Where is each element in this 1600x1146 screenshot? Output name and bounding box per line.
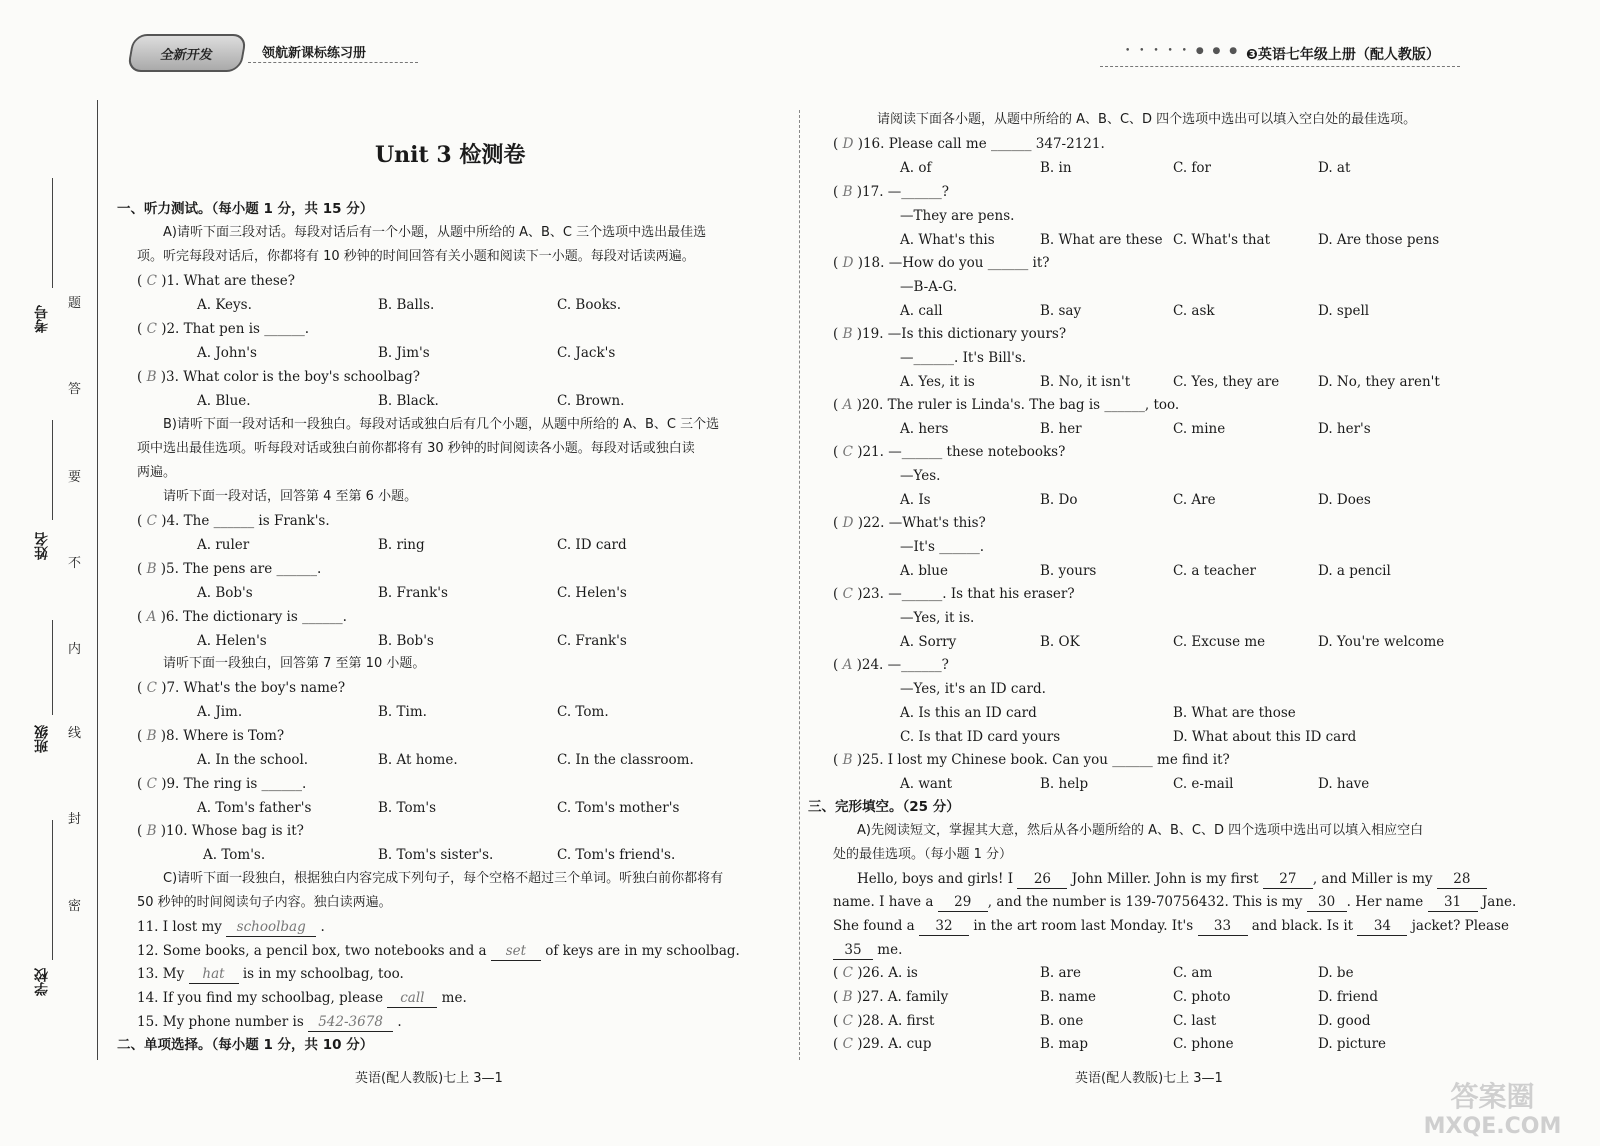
q1-option-b: B. Balls. <box>378 297 435 313</box>
q29-option-c: C. phone <box>1173 1036 1234 1052</box>
question-5: ( B )5. The pens are ______. <box>137 561 322 577</box>
seal-char: 封 <box>68 812 82 827</box>
q8-option-a: A. In the school. <box>197 752 309 768</box>
question-22: ( D )22. —What's this? <box>833 515 986 531</box>
q26-option-c: C. am <box>1173 965 1213 981</box>
q25-option-a: A. want <box>900 776 953 792</box>
question-27: ( B )27. A. family <box>833 989 949 1005</box>
q9-option-a: A. Tom's father's <box>197 800 312 816</box>
part-b-instructions: B)请听下面一段对话和一段独白。每段对话或独白后有几个小题，从题中所给的 A、B、C 三个选 <box>163 417 720 432</box>
q23-option-c: C. Excuse me <box>1173 634 1266 650</box>
question-28: ( C )28. A. first <box>833 1013 935 1029</box>
q7-option-b: B. Tim. <box>378 704 427 720</box>
class-field[interactable] <box>52 620 53 715</box>
question-16: ( D )16. Please call me ______ 347-2121. <box>833 136 1105 152</box>
seal-char: 不 <box>68 556 82 571</box>
q28-option-c: C. last <box>1173 1013 1217 1029</box>
series-logo: 全新开发 <box>127 34 248 72</box>
q8-option-b: B. At home. <box>378 752 458 768</box>
cloze-blank[interactable]: 32 <box>919 917 969 936</box>
fill-13: 13. My hat is in my schoolbag, too. <box>137 966 404 982</box>
school-label: 学校 <box>34 968 50 996</box>
q24-option-a: A. Is this an ID card <box>900 705 1037 721</box>
q6-option-a: A. Helen's <box>197 633 267 649</box>
q1-option-c: C. Books. <box>557 297 622 313</box>
seal-char: 线 <box>68 726 82 741</box>
q7-option-a: A. Jim. <box>197 704 243 720</box>
q26-option-d: D. be <box>1318 965 1354 981</box>
q2-option-c: C. Jack's <box>557 345 616 361</box>
question-1: ( C )1. What are these? <box>137 273 296 289</box>
cloze-blank[interactable]: 34 <box>1357 917 1407 936</box>
dialog-intro: 请听下面一段对话，回答第 4 至第 6 小题。 <box>163 489 418 504</box>
cloze-blank[interactable]: 35 <box>833 941 873 960</box>
question-25: ( B )25. I lost my Chinese book. Can you ______ me find it? <box>833 752 1230 768</box>
cloze-blank[interactable]: 29 <box>938 893 988 912</box>
question-21: ( C )21. —______ these notebooks? <box>833 444 1066 460</box>
question-3: ( B )3. What color is the boy's schoolbag? <box>137 369 421 385</box>
series-name: 领航新课标练习册 <box>262 46 367 61</box>
question-29: ( C )29. A. cup <box>833 1036 932 1052</box>
q17-reply: —They are pens. <box>900 208 1015 224</box>
q19-option-b: B. No, it isn't <box>1040 374 1131 390</box>
q22-option-b: B. yours <box>1040 563 1097 579</box>
q10-option-a: A. Tom's. <box>203 847 266 863</box>
seal-char: 答 <box>68 382 82 397</box>
q19-reply: —______. It's Bill's. <box>900 350 1027 366</box>
page-footer-right: 英语(配人教版)七上 3—1 <box>1075 1071 1223 1086</box>
q22-option-a: A. blue <box>900 563 948 579</box>
binding-line <box>97 100 98 1060</box>
q1-option-a: A. Keys. <box>197 297 252 313</box>
question-17: ( B )17. —______? <box>833 184 950 200</box>
q29-option-d: D. picture <box>1318 1036 1387 1052</box>
cloze-blank[interactable]: 27 <box>1263 870 1313 889</box>
q23-option-b: B. OK <box>1040 634 1080 650</box>
watermark-text: 答案圈 <box>1450 1080 1535 1113</box>
q19-option-c: C. Yes, they are <box>1173 374 1280 390</box>
page-title: Unit 3 检测卷 <box>375 142 526 168</box>
q3-option-b: B. Black. <box>378 393 439 409</box>
watermark-logo <box>1395 1082 1590 1142</box>
question-2: ( C )2. That pen is ______. <box>137 321 310 337</box>
q21-option-c: C. Are <box>1173 492 1216 508</box>
q19-option-d: D. No, they aren't <box>1318 374 1440 390</box>
question-4: ( C )4. The ______ is Frank's. <box>137 513 330 529</box>
q20-option-d: D. her's <box>1318 421 1371 437</box>
question-9: ( C )9. The ring is ______. <box>137 776 307 792</box>
q21-option-d: D. Does <box>1318 492 1371 508</box>
question-10: ( B )10. Whose bag is it? <box>137 823 304 839</box>
q18-option-b: B. say <box>1040 303 1082 319</box>
q4-option-c: C. ID card <box>557 537 627 553</box>
section-listening-heading: 一、听力测试。（每小题 1 分，共 15 分） <box>117 201 374 217</box>
cloze-passage-line-2: name. I have a 29 , and the number is 139-70756432. This is my 30 . Her name 31 Jane. <box>833 894 1517 910</box>
q24-reply: —Yes, it's an ID card. <box>900 681 1046 697</box>
name-field[interactable] <box>52 420 53 520</box>
part-c-instructions: C)请听下面一段独白，根据独白内容完成下列句子，每个空格不超过三个单词。听独白前你都将有 <box>163 871 724 886</box>
part-a-instructions-2: 项。听完每段对话后，你都将有 10 秒钟的时间回答有关小题和阅读下一小题。每段对话读两遍。 <box>137 249 695 264</box>
q5-option-a: A. Bob's <box>197 585 253 601</box>
q22-option-d: D. a pencil <box>1318 563 1391 579</box>
exam-no-label: 考号 <box>34 305 50 333</box>
q16-option-d: D. at <box>1318 160 1351 176</box>
q8-option-c: C. In the classroom. <box>557 752 694 768</box>
q6-option-b: B. Bob's <box>378 633 434 649</box>
q28-option-d: D. good <box>1318 1013 1371 1029</box>
q9-option-c: C. Tom's mother's <box>557 800 680 816</box>
q3-option-c: C. Brown. <box>557 393 625 409</box>
cloze-blank[interactable]: 31 <box>1428 893 1478 912</box>
q24-option-c: C. Is that ID card yours <box>900 729 1061 745</box>
q27-option-b: B. name <box>1040 989 1097 1005</box>
cloze-passage-line-1: Hello, boys and girls! I 26 John Miller. John is my first 27 , and Miller is my 28 <box>857 868 1487 890</box>
section-cloze-heading: 三、完形填空。（25 分） <box>808 799 960 815</box>
header-divider-right <box>1100 66 1460 67</box>
page-footer-left: 英语(配人教版)七上 3—1 <box>355 1071 503 1086</box>
q20-option-c: C. mine <box>1173 421 1226 437</box>
seal-char: 密 <box>68 899 82 914</box>
name-label: 姓名 <box>34 532 50 560</box>
q16-option-a: A. of <box>900 160 932 176</box>
q10-option-b: B. Tom's sister's. <box>378 847 494 863</box>
q18-reply: —B-A-G. <box>900 279 958 295</box>
question-23: ( C )23. —______. Is that his eraser? <box>833 586 1075 602</box>
q28-option-b: B. one <box>1040 1013 1084 1029</box>
cloze-passage-line-4: 35 me. <box>833 939 902 961</box>
cloze-blank[interactable]: 33 <box>1198 917 1248 936</box>
q18-option-a: A. call <box>900 303 943 319</box>
question-8: ( B )8. Where is Tom? <box>137 728 285 744</box>
q27-option-d: D. friend <box>1318 989 1379 1005</box>
q17-option-d: D. Are those pens <box>1318 232 1440 248</box>
q4-option-a: A. ruler <box>197 537 250 553</box>
fill-15: 15. My phone number is 542-3678 . <box>137 1014 402 1030</box>
q17-option-b: B. What are these <box>1040 232 1163 248</box>
question-20: ( A )20. The ruler is Linda's. The bag is ______, too. <box>833 397 1180 413</box>
q20-option-b: B. her <box>1040 421 1082 437</box>
fill-11: 11. I lost my schoolbag . <box>137 919 325 935</box>
fill-14-answer[interactable]: call <box>387 989 437 1008</box>
part-c-instructions-2: 50 秒钟的时间阅读句子内容。独白读两遍。 <box>137 895 392 910</box>
q2-option-a: A. John's <box>197 345 257 361</box>
single-choice-instructions: 请阅读下面各小题，从题中所给的 A、B、C、D 四个选项中选出可以填入空白处的最佳选项。 <box>877 112 1417 127</box>
column-divider <box>799 110 800 1060</box>
answer-1: C <box>146 273 157 289</box>
fill-13-answer[interactable]: hat <box>189 965 239 984</box>
q18-option-d: D. spell <box>1318 303 1370 319</box>
q5-option-c: C. Helen's <box>557 585 627 601</box>
question-26: ( C )26. A. is <box>833 965 918 981</box>
q16-option-c: C. for <box>1173 160 1212 176</box>
seal-char: 内 <box>68 642 82 657</box>
q4-option-b: B. ring <box>378 537 425 553</box>
book-title: ❸英语七年级上册（配人教版） <box>1246 47 1440 63</box>
school-field[interactable] <box>52 820 53 960</box>
q25-option-d: D. have <box>1318 776 1370 792</box>
question-7: ( C )7. What's the boy's name? <box>137 680 346 696</box>
watermark-url: MXQE.COM <box>1423 1114 1562 1139</box>
q17-option-c: C. What's that <box>1173 232 1270 248</box>
seal-char: 要 <box>68 470 82 485</box>
monologue-intro: 请听下面一段独白，回答第 7 至第 10 小题。 <box>163 656 426 671</box>
fill-15-answer[interactable]: 542-3678 <box>308 1013 393 1032</box>
q5-option-b: B. Frank's <box>378 585 448 601</box>
q25-option-b: B. help <box>1040 776 1089 792</box>
cloze-blank[interactable]: 28 <box>1437 870 1487 889</box>
q21-option-a: A. Is <box>900 492 931 508</box>
exam-no-field[interactable] <box>52 178 53 288</box>
q20-option-a: A. hers <box>900 421 949 437</box>
q16-option-b: B. in <box>1040 160 1072 176</box>
q23-option-d: D. You're welcome <box>1318 634 1445 650</box>
q23-option-a: A. Sorry <box>900 634 957 650</box>
part-a-instructions: A)请听下面三段对话。每段对话后有一个小题，从题中所给的 A、B、C 三个选项中选出最佳选 <box>163 225 707 240</box>
cloze-passage-line-3: She found a 32 in the art room last Monday. It's 33 and black. Is it 34 jacket? Please <box>833 918 1509 934</box>
q17-option-a: A. What's this <box>900 232 995 248</box>
cloze-blank[interactable]: 26 <box>1017 870 1067 889</box>
header-divider-left <box>248 62 418 63</box>
cloze-instructions: A)先阅读短文，掌握其大意，然后从各小题所给的 A、B、C、D 四个选项中选出可以填入相应空白 <box>857 823 1424 838</box>
q22-reply: —It's ______. <box>900 539 984 555</box>
question-19: ( B )19. —Is this dictionary yours? <box>833 326 1067 342</box>
part-b-instructions-3: 两遍。 <box>137 465 177 480</box>
fill-11-answer[interactable]: schoolbag <box>226 918 316 937</box>
q19-option-a: A. Yes, it is <box>900 374 975 390</box>
q22-option-c: C. a teacher <box>1173 563 1256 579</box>
fill-12-answer[interactable]: set <box>491 942 541 961</box>
q21-option-b: B. Do <box>1040 492 1078 508</box>
q21-reply: —Yes. <box>900 468 941 484</box>
seal-char: 题 <box>68 296 82 311</box>
q7-option-c: C. Tom. <box>557 704 609 720</box>
q25-option-c: C. e-mail <box>1173 776 1234 792</box>
fill-14: 14. If you find my schoolbag, please call me. <box>137 990 467 1006</box>
header-dots: • • • • • ● ● ● <box>1125 46 1241 56</box>
q23-reply: —Yes, it is. <box>900 610 975 626</box>
q27-option-c: C. photo <box>1173 989 1231 1005</box>
q18-option-c: C. ask <box>1173 303 1215 319</box>
q10-option-c: C. Tom's friend's. <box>557 847 676 863</box>
q6-option-c: C. Frank's <box>557 633 627 649</box>
cloze-instructions-2: 处的最佳选项。（每小题 1 分） <box>833 847 1013 862</box>
class-label: 班级 <box>34 725 50 753</box>
q2-option-b: B. Jim's <box>378 345 430 361</box>
q29-option-b: B. map <box>1040 1036 1088 1052</box>
question-18: ( D )18. —How do you ______ it? <box>833 255 1050 271</box>
q9-option-b: B. Tom's <box>378 800 437 816</box>
question-24: ( A )24. —______? <box>833 657 949 673</box>
cloze-blank[interactable]: 30 <box>1307 893 1347 912</box>
question-6: ( A )6. The dictionary is ______. <box>137 609 347 625</box>
q24-option-d: D. What about this ID card <box>1173 729 1357 745</box>
section-single-choice-heading: 二、单项选择。（每小题 1 分，共 10 分） <box>117 1037 374 1053</box>
fill-12: 12. Some books, a pencil box, two notebooks and a set of keys are in my schoolbag. <box>137 943 740 959</box>
q24-option-b: B. What are those <box>1173 705 1296 721</box>
part-b-instructions-2: 项中选出最佳选项。听每段对话或独白前你都将有 30 秒钟的时间阅读各小题。每段对话或独白读 <box>137 441 695 456</box>
q26-option-b: B. are <box>1040 965 1081 981</box>
q3-option-a: A. Blue. <box>197 393 251 409</box>
